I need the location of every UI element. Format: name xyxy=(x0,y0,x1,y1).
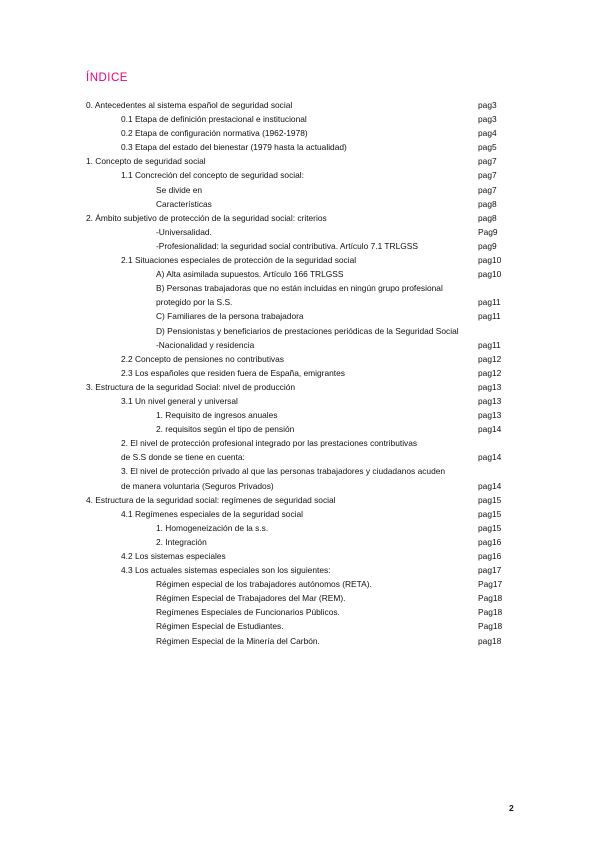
toc-entry[interactable] xyxy=(0,338,599,352)
toc-entry-text: -Universalidad. xyxy=(156,226,212,237)
toc-entry-text: 2.3 Los españoles que residen fuera de España, emigrantes xyxy=(121,367,345,378)
toc-entry-page: pag13 xyxy=(478,395,502,406)
toc-entry[interactable] xyxy=(0,295,599,309)
toc-entry[interactable] xyxy=(0,197,599,211)
toc-entry-text: 4.1 Regímenes especiales de la seguridad social xyxy=(121,508,304,519)
toc-entry-text: 2. Ámbito subjetivo de protección de la seguridad social: criterios xyxy=(86,212,327,223)
toc-entry-text: Régimen Especial de la Minería del Carbón. xyxy=(156,635,320,646)
toc-entry-page: pag10 xyxy=(478,255,502,266)
toc-entry-page: pag16 xyxy=(478,536,502,547)
toc-entry-text: 1. Concepto de seguridad social xyxy=(86,156,206,167)
toc-entry[interactable] xyxy=(0,535,599,549)
toc-entry-text: 4.2 Los sistemas especiales xyxy=(121,551,226,561)
toc-entry-page: pag15 xyxy=(478,494,502,505)
toc-entry[interactable] xyxy=(0,634,599,648)
toc-entry-text: 3.1 Un nivel general y universal xyxy=(121,395,238,406)
toc-entry-text: 1. Homogeneización de la s.s. xyxy=(156,522,269,533)
toc-entry[interactable] xyxy=(0,225,599,239)
toc-entry-text: 2.1 Situaciones especiales de protección de la seguridad social xyxy=(121,255,357,266)
toc-entry[interactable] xyxy=(0,112,599,126)
toc-entry-text: 0.1 Etapa de definición prestacional e institucional xyxy=(121,114,307,125)
toc-entry-text: Régimen Especial de Trabajadores del Mar (REM). xyxy=(156,593,346,604)
toc-entry[interactable] xyxy=(0,619,599,633)
toc-entry[interactable] xyxy=(0,605,599,619)
toc-entry[interactable] xyxy=(0,591,599,605)
toc-entry[interactable] xyxy=(0,549,599,563)
toc-entry-text: 2. requisitos según el tipo de pensión xyxy=(156,424,295,435)
toc-entry-page: pag5 xyxy=(478,142,497,153)
toc-entry[interactable] xyxy=(0,98,599,112)
toc-entry[interactable] xyxy=(0,324,599,338)
toc-entry[interactable] xyxy=(0,436,599,450)
toc-entry-page: pag3 xyxy=(478,114,497,125)
toc-entry-text: Regímenes Especiales de Funcionarios Públicos. xyxy=(156,607,340,618)
toc-entry-text: C) Familiares de la persona trabajadora xyxy=(156,311,304,322)
toc-entry[interactable] xyxy=(0,563,599,577)
toc-entry-page: Pag17 xyxy=(478,579,503,590)
toc-entry[interactable] xyxy=(0,168,599,182)
toc-entry-text: 1.1 Concreción del concepto de seguridad social: xyxy=(121,170,304,181)
toc-entry-page: pag7 xyxy=(478,184,497,195)
toc-entry[interactable] xyxy=(0,239,599,253)
toc-entry[interactable] xyxy=(0,464,599,478)
toc-entry-text: 2. El nivel de protección profesional integrado por las prestaciones contributivas xyxy=(121,438,418,449)
toc-entry-page: pag8 xyxy=(478,212,497,223)
toc-entry-text: 4.3 Los actuales sistemas especiales son los siguientes: xyxy=(121,565,331,576)
toc-entry-page: Pag18 xyxy=(478,621,503,632)
toc-entry[interactable] xyxy=(0,267,599,281)
toc-entry-text: de manera voluntaria (Seguros Privados) xyxy=(121,480,274,491)
toc-entry[interactable] xyxy=(0,380,599,394)
toc-entry-page: pag14 xyxy=(478,452,502,463)
toc-entry-page: pag18 xyxy=(478,635,502,646)
toc-entry-page: pag7 xyxy=(478,156,497,167)
toc-entry-page: pag3 xyxy=(478,100,497,110)
toc-entry[interactable] xyxy=(0,366,599,380)
page-number: 2 xyxy=(509,803,514,813)
toc-entry-text: Régimen Especial de Estudiantes. xyxy=(156,621,284,632)
toc-entry-text: B) Personas trabajadoras que no están incluidas en ningún grupo profesional xyxy=(156,283,443,294)
toc-entry-text: Se divide en xyxy=(156,184,203,195)
toc-entry[interactable] xyxy=(0,493,599,507)
toc-entry-page: pag10 xyxy=(478,269,502,280)
toc-entry-page: pag9 xyxy=(478,240,497,251)
toc-entry-text: -Profesionalidad: la seguridad social contributiva. Artículo 7.1 TRLGSS xyxy=(156,240,418,251)
toc-entry-text: -Nacionalidad y residencia xyxy=(156,339,255,350)
toc-entry[interactable] xyxy=(0,408,599,422)
toc-entry[interactable] xyxy=(0,183,599,197)
toc-entry[interactable] xyxy=(0,281,599,295)
toc-entry-page: pag13 xyxy=(478,381,502,392)
toc-entry[interactable] xyxy=(0,422,599,436)
toc-entry-text: 2.2 Concepto de pensiones no contributivas xyxy=(121,353,284,364)
toc-entry-page: pag12 xyxy=(478,367,502,378)
toc-entry-text: 0.2 Etapa de configuración normativa (1962-1978) xyxy=(121,128,308,139)
toc-entry[interactable] xyxy=(0,154,599,168)
toc-entry-text: A) Alta asimilada supuestos. Artículo 166 TRLGSS xyxy=(156,269,344,280)
toc-entry-text: 4. Estructura de la seguridad social: regímenes de seguridad social xyxy=(86,494,336,505)
toc-entry[interactable] xyxy=(0,394,599,408)
toc-entry-page: pag11 xyxy=(478,297,501,308)
toc-entry-text: 2. Integración xyxy=(156,536,207,547)
toc-entry[interactable] xyxy=(0,253,599,267)
toc-entry-text: de S.S donde se tiene en cuenta: xyxy=(121,452,245,463)
toc-entry-text: 0. Antecedentes al sistema español de seguridad social xyxy=(86,100,293,110)
toc-entry-text: D) Pensionistas y beneficiarios de prestaciones periódicas de la Seguridad Social xyxy=(156,325,459,336)
toc-entry-page: pag11 xyxy=(478,339,501,350)
toc-entry-text: 3. El nivel de protección privado al que las personas trabajadores y ciudadanos acuden xyxy=(121,466,446,477)
toc-entry[interactable] xyxy=(0,521,599,535)
toc-entry-page: Pag18 xyxy=(478,593,503,604)
toc-entry-page: pag16 xyxy=(478,551,502,561)
toc-entry-page: pag13 xyxy=(478,410,502,421)
toc-entry[interactable] xyxy=(0,211,599,225)
toc-entry-page: Pag9 xyxy=(478,226,498,237)
toc-entry-text: 3. Estructura de la seguridad Social: nivel de producción xyxy=(86,381,296,392)
toc-entry-page: pag11 xyxy=(478,311,501,322)
toc-entry[interactable] xyxy=(0,507,599,521)
table-of-contents xyxy=(0,98,599,648)
toc-entry[interactable] xyxy=(0,309,599,323)
toc-entry-page: pag15 xyxy=(478,508,502,519)
toc-entry-page: pag14 xyxy=(478,480,502,491)
toc-entry-page: pag4 xyxy=(478,128,497,139)
toc-entry-page: pag14 xyxy=(478,424,502,435)
toc-entry-page: pag15 xyxy=(478,522,502,533)
index-title: ÍNDICE xyxy=(86,72,128,84)
toc-entry-page: pag8 xyxy=(478,198,497,209)
toc-entry-text: 0.3 Etapa del estado del bienestar (1979 hasta la actualidad) xyxy=(121,142,347,153)
toc-entry[interactable] xyxy=(0,126,599,140)
toc-entry-page: pag12 xyxy=(478,353,502,364)
toc-entry-text: Régimen especial de los trabajadores autónomos (RETA). xyxy=(156,579,372,590)
toc-entry-text: 1. Requisito de ingresos anuales xyxy=(156,410,278,421)
toc-entry[interactable] xyxy=(0,577,599,591)
toc-entry[interactable] xyxy=(0,450,599,464)
toc-entry-page: pag17 xyxy=(478,565,502,576)
toc-entry[interactable] xyxy=(0,140,599,154)
toc-entry-text: protegido por la S.S. xyxy=(156,297,233,308)
toc-entry-page: Pag18 xyxy=(478,607,503,618)
toc-entry[interactable] xyxy=(0,479,599,493)
toc-entry-page: pag7 xyxy=(478,170,497,181)
toc-entry-text: Características xyxy=(156,198,212,209)
toc-entry[interactable] xyxy=(0,352,599,366)
